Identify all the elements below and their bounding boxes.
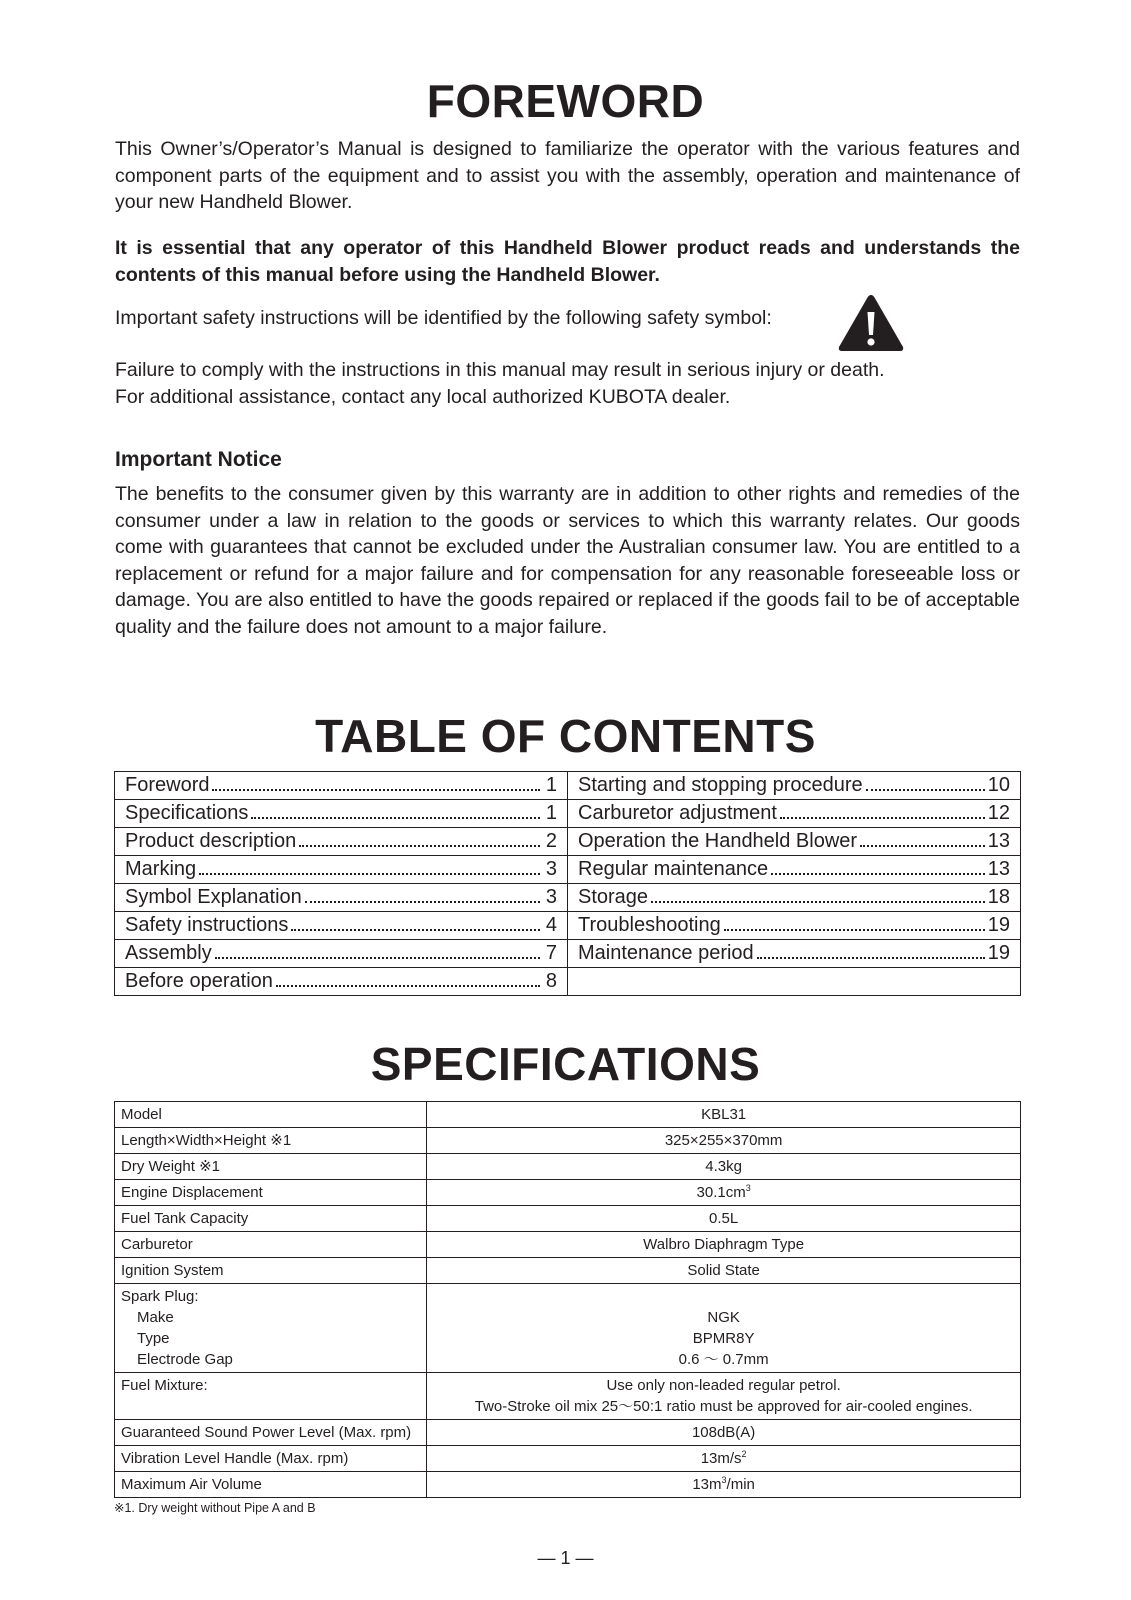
toc-item[interactable]: Maintenance period 19	[568, 940, 1021, 968]
spec-value: $13m^3/\min$	[427, 1472, 1021, 1498]
toc-empty-cell	[568, 968, 1021, 996]
spec-label: Dry Weight ※1	[115, 1154, 427, 1180]
spec-label: Model	[115, 1102, 427, 1128]
toc-item[interactable]: Safety instructions 4	[115, 912, 568, 940]
toc-item[interactable]: Starting and stopping procedure 10	[568, 772, 1021, 800]
toc-item[interactable]: Foreword 1	[115, 772, 568, 800]
toc-item[interactable]: Troubleshooting 19	[568, 912, 1021, 940]
table-row	[115, 1284, 1021, 1373]
toc-item[interactable]: Assembly 7	[115, 940, 568, 968]
failure-line: Failure to comply with the instructions in this manual may result in serious injury or death.	[115, 359, 885, 381]
spec-label: Length×Width×Height ※1	[115, 1128, 427, 1154]
foreword-title: FOREWORD	[426, 75, 705, 127]
spec-value: $30.1cm^3$	[427, 1180, 1021, 1206]
important-notice-heading: Important Notice	[115, 448, 282, 471]
toc-item[interactable]: Operation the Handheld Blower 13	[568, 828, 1021, 856]
toc-item[interactable]: Symbol Explanation 3	[115, 884, 568, 912]
spec-value: 0.5L	[427, 1206, 1021, 1232]
failure-notice	[115, 357, 885, 410]
spec-label: Maximum Air Volume	[115, 1472, 427, 1498]
spec-label: Carburetor	[115, 1232, 427, 1258]
table-row	[115, 1154, 1021, 1180]
safety-line-text: Important safety instructions will be identified by the following safety symbol:	[115, 307, 772, 329]
spec-footnote: ※1. Dry weight without Pipe A and B	[114, 1501, 316, 1515]
spec-value: 325×255×370mm	[427, 1128, 1021, 1154]
toc-item[interactable]: Carburetor adjustment 12	[568, 800, 1021, 828]
spec-label: Guaranteed Sound Power Level (Max. rpm)	[115, 1420, 427, 1446]
toc-table	[114, 771, 1021, 996]
table-row	[115, 1420, 1021, 1446]
toc-item[interactable]: Storage 18	[568, 884, 1021, 912]
spec-label: Fuel Tank Capacity	[115, 1206, 427, 1232]
dealer-line: For additional assistance, contact any local authorized KUBOTA dealer.	[115, 385, 731, 408]
spec-label: Vibration Level Handle (Max. rpm)	[115, 1446, 427, 1472]
foreword-essential-notice: It is essential that any operator of this Handheld Blower product reads and understands the contents of this manual before using the Handheld Blower.	[115, 237, 1020, 286]
toc-item[interactable]: Regular maintenance 13	[568, 856, 1021, 884]
table-row	[115, 1446, 1021, 1472]
page-number: — 1 —	[537, 1548, 594, 1568]
toc-item[interactable]: Product description 2	[115, 828, 568, 856]
toc-item[interactable]: Before operation 8	[115, 968, 568, 996]
important-notice-body: The benefits to the consumer given by this warranty are in addition to other rights and remedies of the consumer under a law in relation to the goods or services to which this warranty relates. Our goods come with guarantees that cannot be excluded under the Australian consumer law. You are entitled to a replacement or refund for a major failure and for compensation for any reasonable foreseeable loss or damage. You are also entitled to have the goods repaired or replaced if the goods fail to be of acceptable quality and the failure does not amount to a major failure.	[115, 483, 1020, 638]
spec-value: Use only non-leaded regular petrol. Two-Stroke oil mix 25～50:1 ratio must be approved for air-cooled engines.	[427, 1373, 1021, 1420]
specifications-table	[114, 1101, 1021, 1498]
spec-label: Engine Displacement	[115, 1180, 427, 1206]
spec-value: 108dB(A)	[427, 1420, 1021, 1446]
table-row	[115, 1373, 1021, 1420]
foreword-intro: This Owner’s/Operator’s Manual is designed to familiarize the operator with the various features and component parts of the equipment and to assist you with the assembly, operation and maintenance of your new Handheld Blower.	[115, 138, 1020, 213]
spec-value: KBL31	[427, 1102, 1021, 1128]
spec-value: 4.3kg	[427, 1154, 1021, 1180]
spec-value: Walbro Diaphragm Type	[427, 1232, 1021, 1258]
safety-line	[115, 305, 772, 331]
table-row	[115, 1258, 1021, 1284]
spec-value: NGK BPMR8Y 0.6 ～ 0.7mm	[427, 1284, 1021, 1373]
table-row	[115, 1128, 1021, 1154]
table-row	[115, 1232, 1021, 1258]
spec-label: Fuel Mixture:	[115, 1373, 427, 1420]
table-row	[115, 1180, 1021, 1206]
table-row	[115, 1472, 1021, 1498]
toc-item[interactable]: Marking 3	[115, 856, 568, 884]
spec-value: $13m/s^2$	[427, 1446, 1021, 1472]
specifications-title: SPECIFICATIONS	[370, 1038, 761, 1090]
spec-label: Ignition System	[115, 1258, 427, 1284]
spec-value: Solid State	[427, 1258, 1021, 1284]
warning-triangle-icon	[836, 292, 906, 354]
spec-label: Spark Plug: Make Type Electrode Gap	[115, 1284, 427, 1373]
toc-title: TABLE OF CONTENTS	[315, 710, 816, 762]
table-row	[115, 1206, 1021, 1232]
toc-item[interactable]: Specifications 1	[115, 800, 568, 828]
table-row	[115, 1102, 1021, 1128]
